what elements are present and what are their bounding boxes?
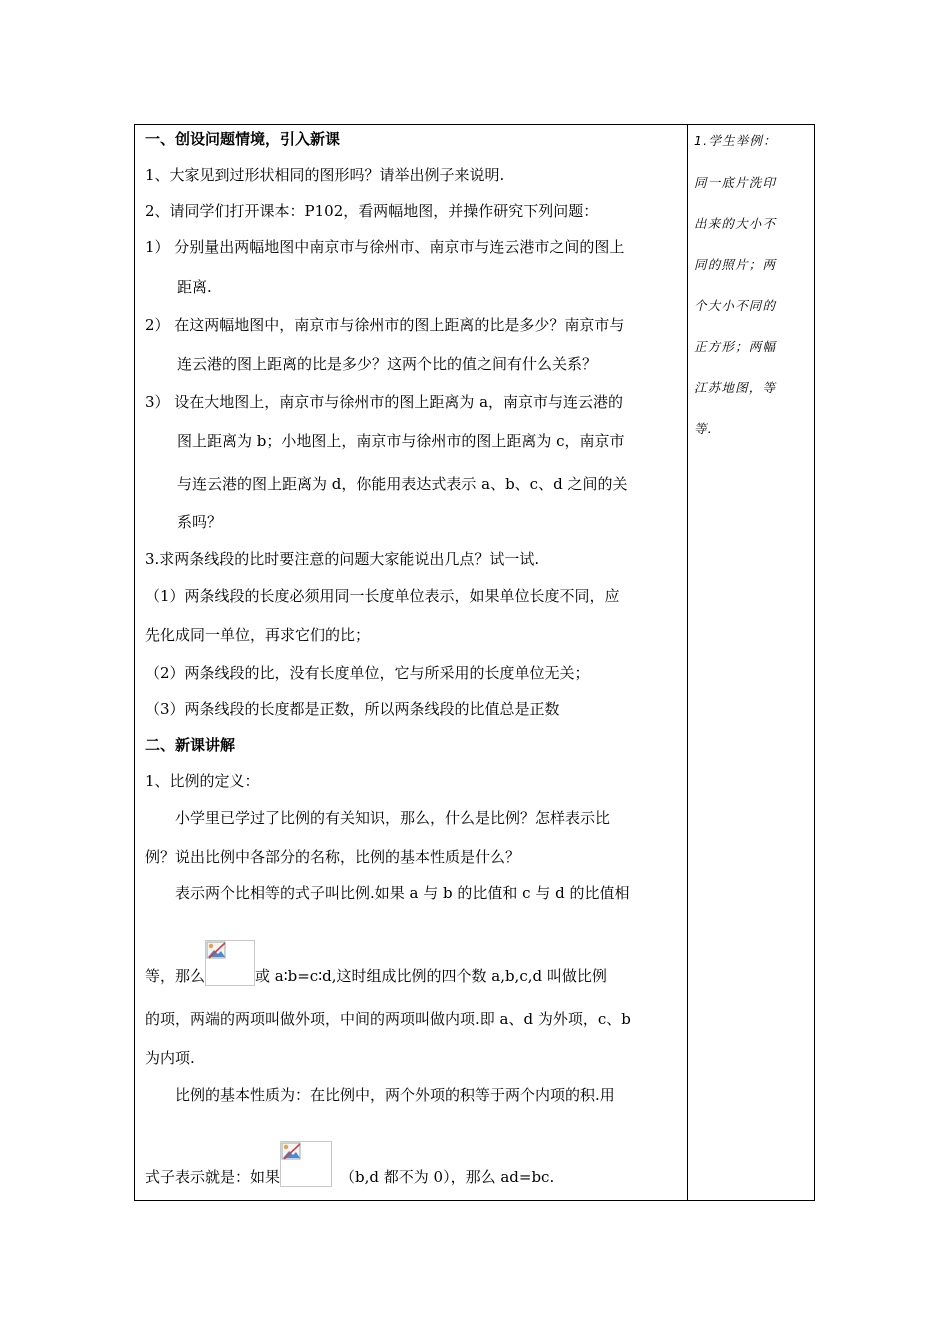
paragraph-3-line2-post: （b,d 都不为 0），那么 ad=bc. [340,1168,555,1186]
point-1-line1: （1）两条线段的长度必须用同一长度单位表示，如果单位长度不同，应 [145,587,620,605]
point-2: （2）两条线段的比，没有长度单位，它与所采用的长度单位无关； [145,664,590,682]
question-2-3-line4: 系吗？ [177,513,223,531]
note-line-2: 同一底片洗印 [694,175,777,190]
paragraph-2-line2-post: 或 a∶b=c∶d,这时组成比例的四个数 a,b,c,d 叫做比例 [255,967,607,985]
formula-image-placeholder [205,940,255,986]
section2-title: 二、新课讲解 [145,736,236,754]
note-line-6: 正方形；两幅 [694,339,777,354]
question-2: 2、请同学们打开课本：P102，看两幅地图，并操作研究下列问题： [145,202,599,220]
paragraph-3-line2 [145,1141,554,1187]
note-line-3: 出来的大小不 [694,216,777,231]
question-2-2-line2: 连云港的图上距离的比是多少？这两个比的值之间有什么关系？ [177,355,598,373]
paragraph-3-line1: 比例的基本性质为：在比例中，两个外项的积等于两个内项的积.用 [175,1086,615,1104]
question-1: 1、大家见到过形状相同的图形吗？请举出例子来说明. [145,166,505,184]
broken-image-icon [206,941,228,961]
note-line-4: 同的照片；两 [694,257,777,272]
paragraph-1-line2: 例？说出比例中各部分的名称，比例的基本性质是什么？ [145,848,521,866]
note-line-7: 江苏地图，等 [694,380,777,395]
question-2-3-line2: 图上距离为 b；小地图上，南京市与徐州市的图上距离为 c，南京市 [177,432,625,450]
section1-title: 一、创设问题情境，引入新课 [145,130,341,148]
question-2-2-line1: 2） 在这两幅地图中，南京市与徐州市的图上距离的比是多少？南京市与 [145,316,625,334]
note-line-5: 个大小不同的 [694,298,777,313]
question-2-3-line1: 3） 设在大地图上，南京市与徐州市的图上距离为 a，南京市与连云港的 [145,393,624,411]
formula-image-placeholder [280,1141,332,1187]
question-3: 3.求两条线段的比时要注意的问题大家能说出几点？试一试. [145,550,540,568]
paragraph-2-line1: 表示两个比相等的式子叫比例.如果 a 与 b 的比值和 c 与 d 的比值相 [175,884,630,902]
lesson-table [134,124,815,1201]
paragraph-3-line2-pre: 式子表示就是：如果 [145,1168,281,1186]
paragraph-2-line4: 为内项. [145,1049,195,1067]
point-3: （3）两条线段的长度都是正数，所以两条线段的比值总是正数 [145,700,560,718]
question-2-1-line2: 距离. [177,278,212,296]
paragraph-2-line2 [145,940,607,986]
paragraph-2-line2-pre: 等，那么 [145,967,206,985]
column-divider [687,125,688,1200]
broken-image-icon [281,1142,303,1162]
question-2-1-line1: 1） 分别量出两幅地图中南京市与徐州市、南京市与连云港市之间的图上 [145,238,625,256]
note-line-8: 等. [694,421,713,436]
note-line-1: 1.学生举例： [694,133,777,148]
point-1-line2: 先化成同一单位，再求它们的比； [145,626,371,644]
paragraph-1-line1: 小学里已学过了比例的有关知识，那么，什么是比例？怎样表示比 [175,809,611,827]
definition-title: 1、比例的定义： [145,772,260,790]
question-2-3-line3: 与连云港的图上距离为 d，你能用表达式表示 a、b、c、d 之间的关 [177,475,628,493]
paragraph-2-line3: 的项，两端的两项叫做外项，中间的两项叫做内项.即 a、d 为外项，c、b [145,1010,631,1028]
